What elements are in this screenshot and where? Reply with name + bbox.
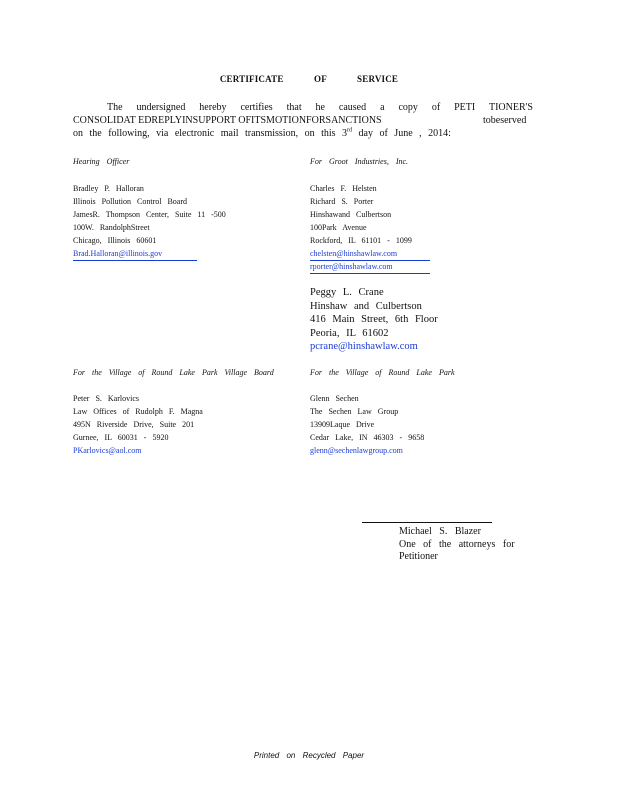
- address-line: Peter S. Karlovics: [73, 394, 139, 403]
- address-line: 495N Riverside Drive, Suite 201: [73, 420, 195, 429]
- village-board-heading: For the Village of Round Lake Park Village Board: [73, 368, 274, 377]
- groot-address: [310, 182, 430, 273]
- page-footer: Printed on Recycled Paper: [253, 751, 365, 760]
- groot-email-link-2[interactable]: rporter@hinshawlaw.com: [310, 260, 430, 274]
- address-line: Charles F. Helsten: [310, 184, 377, 193]
- intro-line-3-end: day of June , 2014:: [358, 128, 451, 139]
- intro-to-be-served: tobeserved: [483, 115, 527, 126]
- address-line: 13909Laque Drive: [310, 420, 375, 429]
- address-line: Peggy L. Crane: [310, 287, 384, 298]
- intro-paragraph: [73, 101, 533, 140]
- address-line: Hinshaw and Culbertson: [310, 300, 422, 312]
- intro-ordinal-suffix: rd: [347, 127, 353, 134]
- document-title: CERTIFICATE OF SERVICE: [219, 74, 399, 84]
- address-line: 416 Main Street, 6th Floor: [310, 314, 438, 325]
- address-line: Cedar Lake, IN 46303 - 9658: [310, 433, 425, 442]
- hearing-officer-email-link[interactable]: Brad.Halloran@illinois.gov: [73, 247, 197, 261]
- signer-role: One of the attorneys for: [399, 538, 515, 550]
- address-line: 100Park Avenue: [310, 223, 367, 232]
- address-line: JamesR. Thompson Center, Suite 11 -500: [73, 210, 226, 219]
- village-board-email-link[interactable]: PKarlovics@aol.com: [73, 446, 142, 455]
- signer-name: Michael S. Blazer: [399, 526, 481, 537]
- intro-document-name: CONSOLIDAT EDREPLYINSUPPORT OFITSMOTIONFORSANCTIONS: [73, 115, 382, 126]
- village-email-link[interactable]: glenn@sechenlawgroup.com: [310, 446, 403, 455]
- village-heading: For the Village of Round Lake Park: [310, 368, 455, 377]
- crane-address: [310, 286, 438, 354]
- signature-block: [399, 526, 515, 564]
- crane-email-link[interactable]: pcrane@hinshawlaw.com: [310, 341, 418, 352]
- address-line: Richard S. Porter: [310, 197, 374, 206]
- hearing-officer-heading: Hearing Officer: [73, 157, 130, 166]
- village-board-address: [73, 392, 203, 457]
- village-address: [310, 392, 424, 457]
- address-line: Glenn Sechen: [310, 394, 359, 403]
- intro-line-3-start: on the following, via electronic mail transmission, on this 3: [73, 128, 348, 139]
- address-line: Peoria, IL 61602: [310, 327, 389, 339]
- hearing-officer-address: [73, 182, 226, 260]
- address-line: Illinois Pollution Control Board: [73, 197, 188, 206]
- groot-heading: For Groot Industries, Inc.: [310, 157, 409, 166]
- address-line: Chicago, Illinois 60601: [73, 236, 157, 245]
- address-line: Gurnee, IL 60031 - 5920: [73, 433, 169, 442]
- address-line: The Sechen Law Group: [310, 407, 399, 416]
- intro-line-2: [73, 114, 533, 127]
- address-line: Bradley P. Halloran: [73, 184, 144, 193]
- address-line: Rockford, IL 61101 - 1099: [310, 236, 412, 245]
- groot-email-link-1[interactable]: chelsten@hinshawlaw.com: [310, 247, 430, 261]
- signer-party: Petitioner: [399, 551, 438, 562]
- signature-line: [362, 522, 492, 523]
- address-line: 100W. RandolphStreet: [73, 223, 150, 232]
- address-line: Hinshawand Culbertson: [310, 210, 392, 219]
- intro-line-3: [73, 127, 533, 140]
- address-line: Law Offices of Rudolph F. Magna: [73, 407, 203, 416]
- intro-line-1: The undersigned hereby certifies that he caused a copy of PETI TIONER'S: [107, 102, 533, 113]
